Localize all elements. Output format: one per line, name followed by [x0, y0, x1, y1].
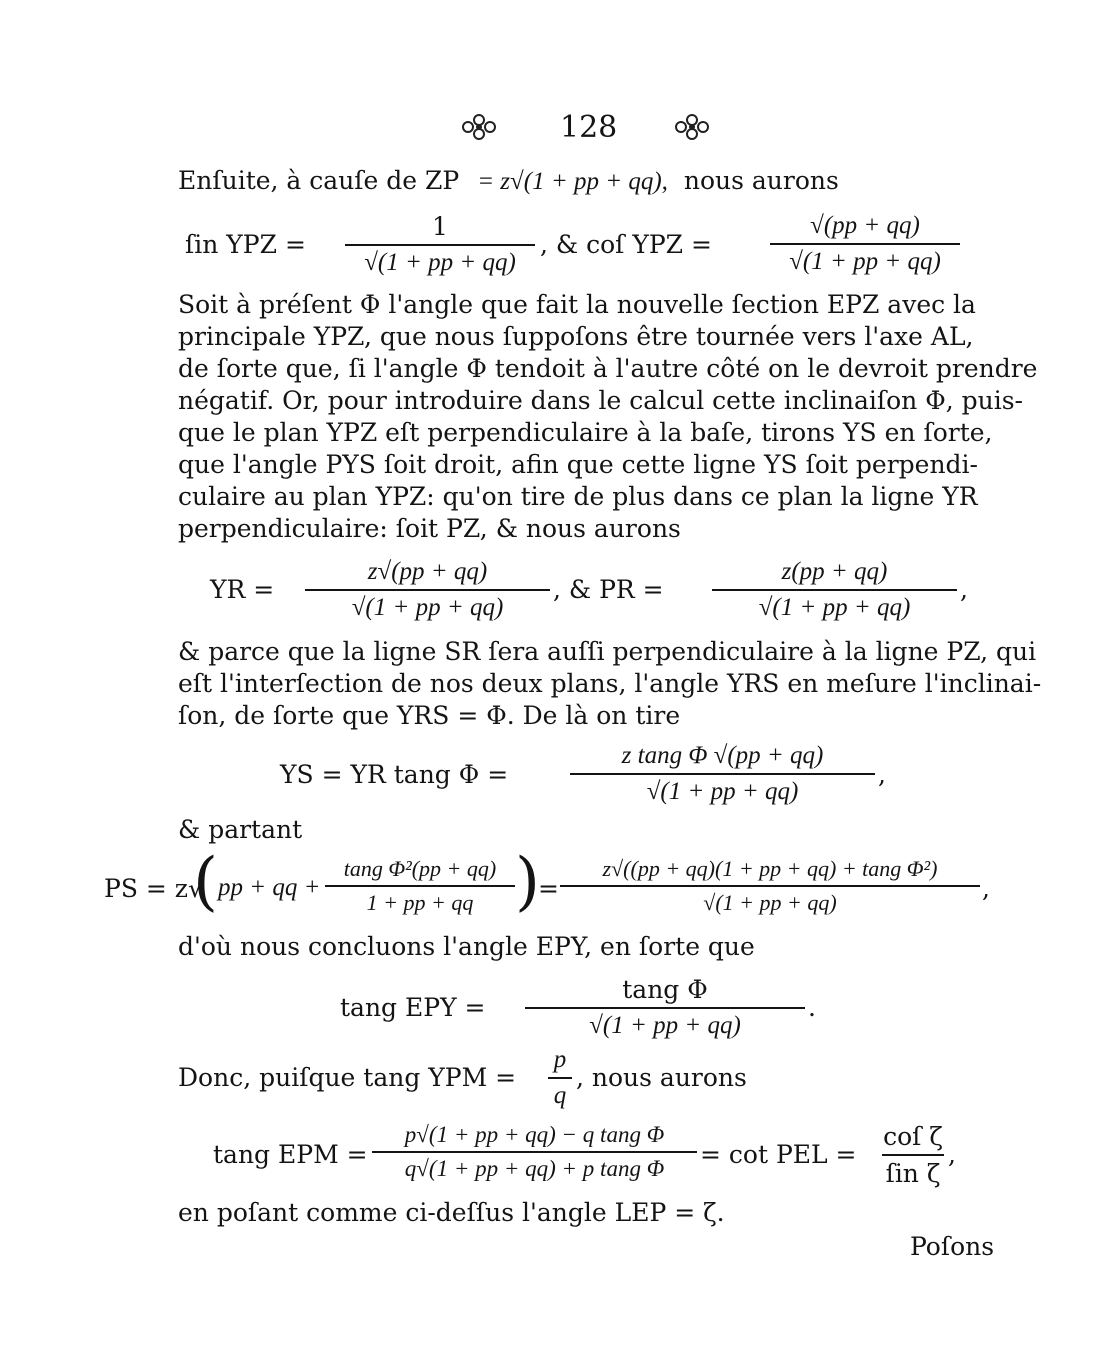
ps-inner-num: tang Φ²(pp + qq): [343, 856, 497, 881]
tang-ypm-den: q: [553, 1082, 567, 1109]
pr-den: √(1 + pp + qq): [758, 594, 911, 621]
cos-zeta: coſ ζ: [883, 1122, 943, 1151]
para2-line-3: ſon, de ſorte que YRS = Φ. De là on tire: [178, 701, 681, 730]
pr-lhs: , & PR =: [553, 575, 664, 604]
pr-num: z(pp + qq): [781, 558, 888, 585]
tang-epm-fraction: [372, 1122, 697, 1182]
para1-line-4: négatif. Or, pour introduire dans le calcul cette inclinaiſon Φ, puis-: [178, 386, 1023, 415]
para1-line-2: principale YPZ, que nous ſuppoſons être tournée vers l'axe AL,: [178, 322, 974, 351]
ps-inner-fraction: [325, 856, 515, 916]
eq3-end: ,: [960, 575, 968, 604]
fleuron-left-icon: [459, 112, 499, 142]
eq4-end: ,: [878, 760, 886, 789]
sin-ypz-fraction: [345, 212, 535, 277]
catchword: Poſons: [910, 1232, 995, 1261]
page-number: 128: [560, 110, 618, 145]
yr-num: z√(pp + qq): [367, 558, 488, 585]
pr-fraction: [712, 558, 957, 622]
yr-den: √(1 + pp + qq): [351, 594, 504, 621]
para1-line-8: perpendiculaire: ſoit PZ, & nous aurons: [178, 514, 681, 543]
tang-epm-lhs: tang EPM =: [213, 1140, 368, 1169]
cot-pel: = cot PEL =: [700, 1140, 857, 1169]
tang-ypm-fraction: [548, 1046, 572, 1110]
sin-num: 1: [432, 212, 448, 241]
eq8-end: ,: [948, 1140, 956, 1169]
eq1-tail: nous aurons: [683, 166, 839, 195]
ps-open-paren: (: [193, 845, 218, 919]
ps-inner-den: 1 + pp + qq: [366, 890, 474, 915]
ps-inner-a: pp + qq +: [218, 874, 321, 901]
para2-line-1: & parce que la ligne SR ſera auſſi perpendiculaire à la ligne PZ, qui: [178, 637, 1037, 666]
tang-epy-den: √(1 + pp + qq): [589, 1012, 741, 1039]
eq6-end: .: [808, 993, 816, 1022]
eq5-end: ,: [982, 874, 990, 903]
ys-fraction: [570, 742, 875, 806]
para1-line-7: culaire au plan YPZ: qu'on tire de plus dans ce plan la ligne YR: [178, 482, 978, 511]
para1-line-1: Soit à préſent Φ l'angle que fait la nouvelle ſection EPZ avec la: [178, 290, 976, 319]
cos-num: √(pp + qq): [810, 212, 920, 239]
tang-epy-lhs: tang EPY =: [340, 993, 486, 1022]
ys-den: √(1 + pp + qq): [646, 778, 799, 805]
ps-den: √(1 + pp + qq): [703, 890, 837, 915]
fleuron-right-icon: [672, 112, 712, 142]
ps-num: z√((pp + qq)(1 + pp + qq) + tang Φ²): [602, 856, 938, 881]
tang-epm-num: p√(1 + pp + qq) − q tang Φ: [404, 1122, 665, 1147]
tang-epy-fraction: [525, 975, 805, 1040]
cos-ypz-fraction: [770, 212, 960, 276]
sin-den: √(1 + pp + qq): [364, 249, 516, 276]
tang-ypm-tail: , nous aurons: [576, 1063, 747, 1092]
para1-line-5: que le plan YPZ eſt perpendiculaire à la baſe, tirons YS en ſorte,: [178, 418, 993, 447]
eq1-rhs: = z√(1 + pp + qq),: [477, 168, 668, 195]
partant: & partant: [178, 815, 303, 844]
para1-line-6: que l'angle PYS ſoit droit, afin que cette ligne YS ſoit perpendi-: [178, 450, 978, 479]
eq1-lead: Enſuite, à cauſe de ZP: [178, 166, 460, 195]
ys-lhs: YS = YR tang Φ =: [280, 760, 509, 789]
para1-line-3: de ſorte que, ſi l'angle Φ tendoit à l'autre côté on le devroit prendre: [178, 354, 1038, 383]
tang-ypm-lead: Donc, puiſque tang YPM =: [178, 1063, 517, 1092]
tang-ypm-num: p: [553, 1046, 567, 1073]
equation-1: [178, 166, 839, 196]
sin-zeta: ſin ζ: [885, 1159, 941, 1188]
ps-fraction: [560, 856, 980, 916]
sin-ypz-lhs: ſin YPZ =: [185, 230, 306, 259]
cos-ypz-lhs: , & coſ YPZ =: [540, 230, 712, 259]
para3: d'où nous concluons l'angle EPY, en ſorte que: [178, 932, 755, 961]
yr-fraction: [305, 558, 550, 622]
yr-lhs: YR =: [210, 575, 275, 604]
cos-sin-zeta-fraction: [882, 1122, 944, 1188]
ys-num: z tang Φ √(pp + qq): [621, 742, 824, 769]
ps-close-paren: ): [515, 845, 540, 919]
tang-epy-num: tang Φ: [622, 975, 708, 1004]
para4: en poſant comme ci-deſſus l'angle LEP = ζ.: [178, 1198, 725, 1227]
cos-den: √(1 + pp + qq): [789, 248, 941, 275]
ps-eq: =: [538, 874, 559, 903]
tang-epm-den: q√(1 + pp + qq) + p tang Φ: [404, 1156, 665, 1181]
para2-line-2: eſt l'interſection de nos deux plans, l'angle YRS en meſure l'inclinai-: [178, 669, 1042, 698]
ps-lhs: PS = z√: [104, 874, 204, 903]
